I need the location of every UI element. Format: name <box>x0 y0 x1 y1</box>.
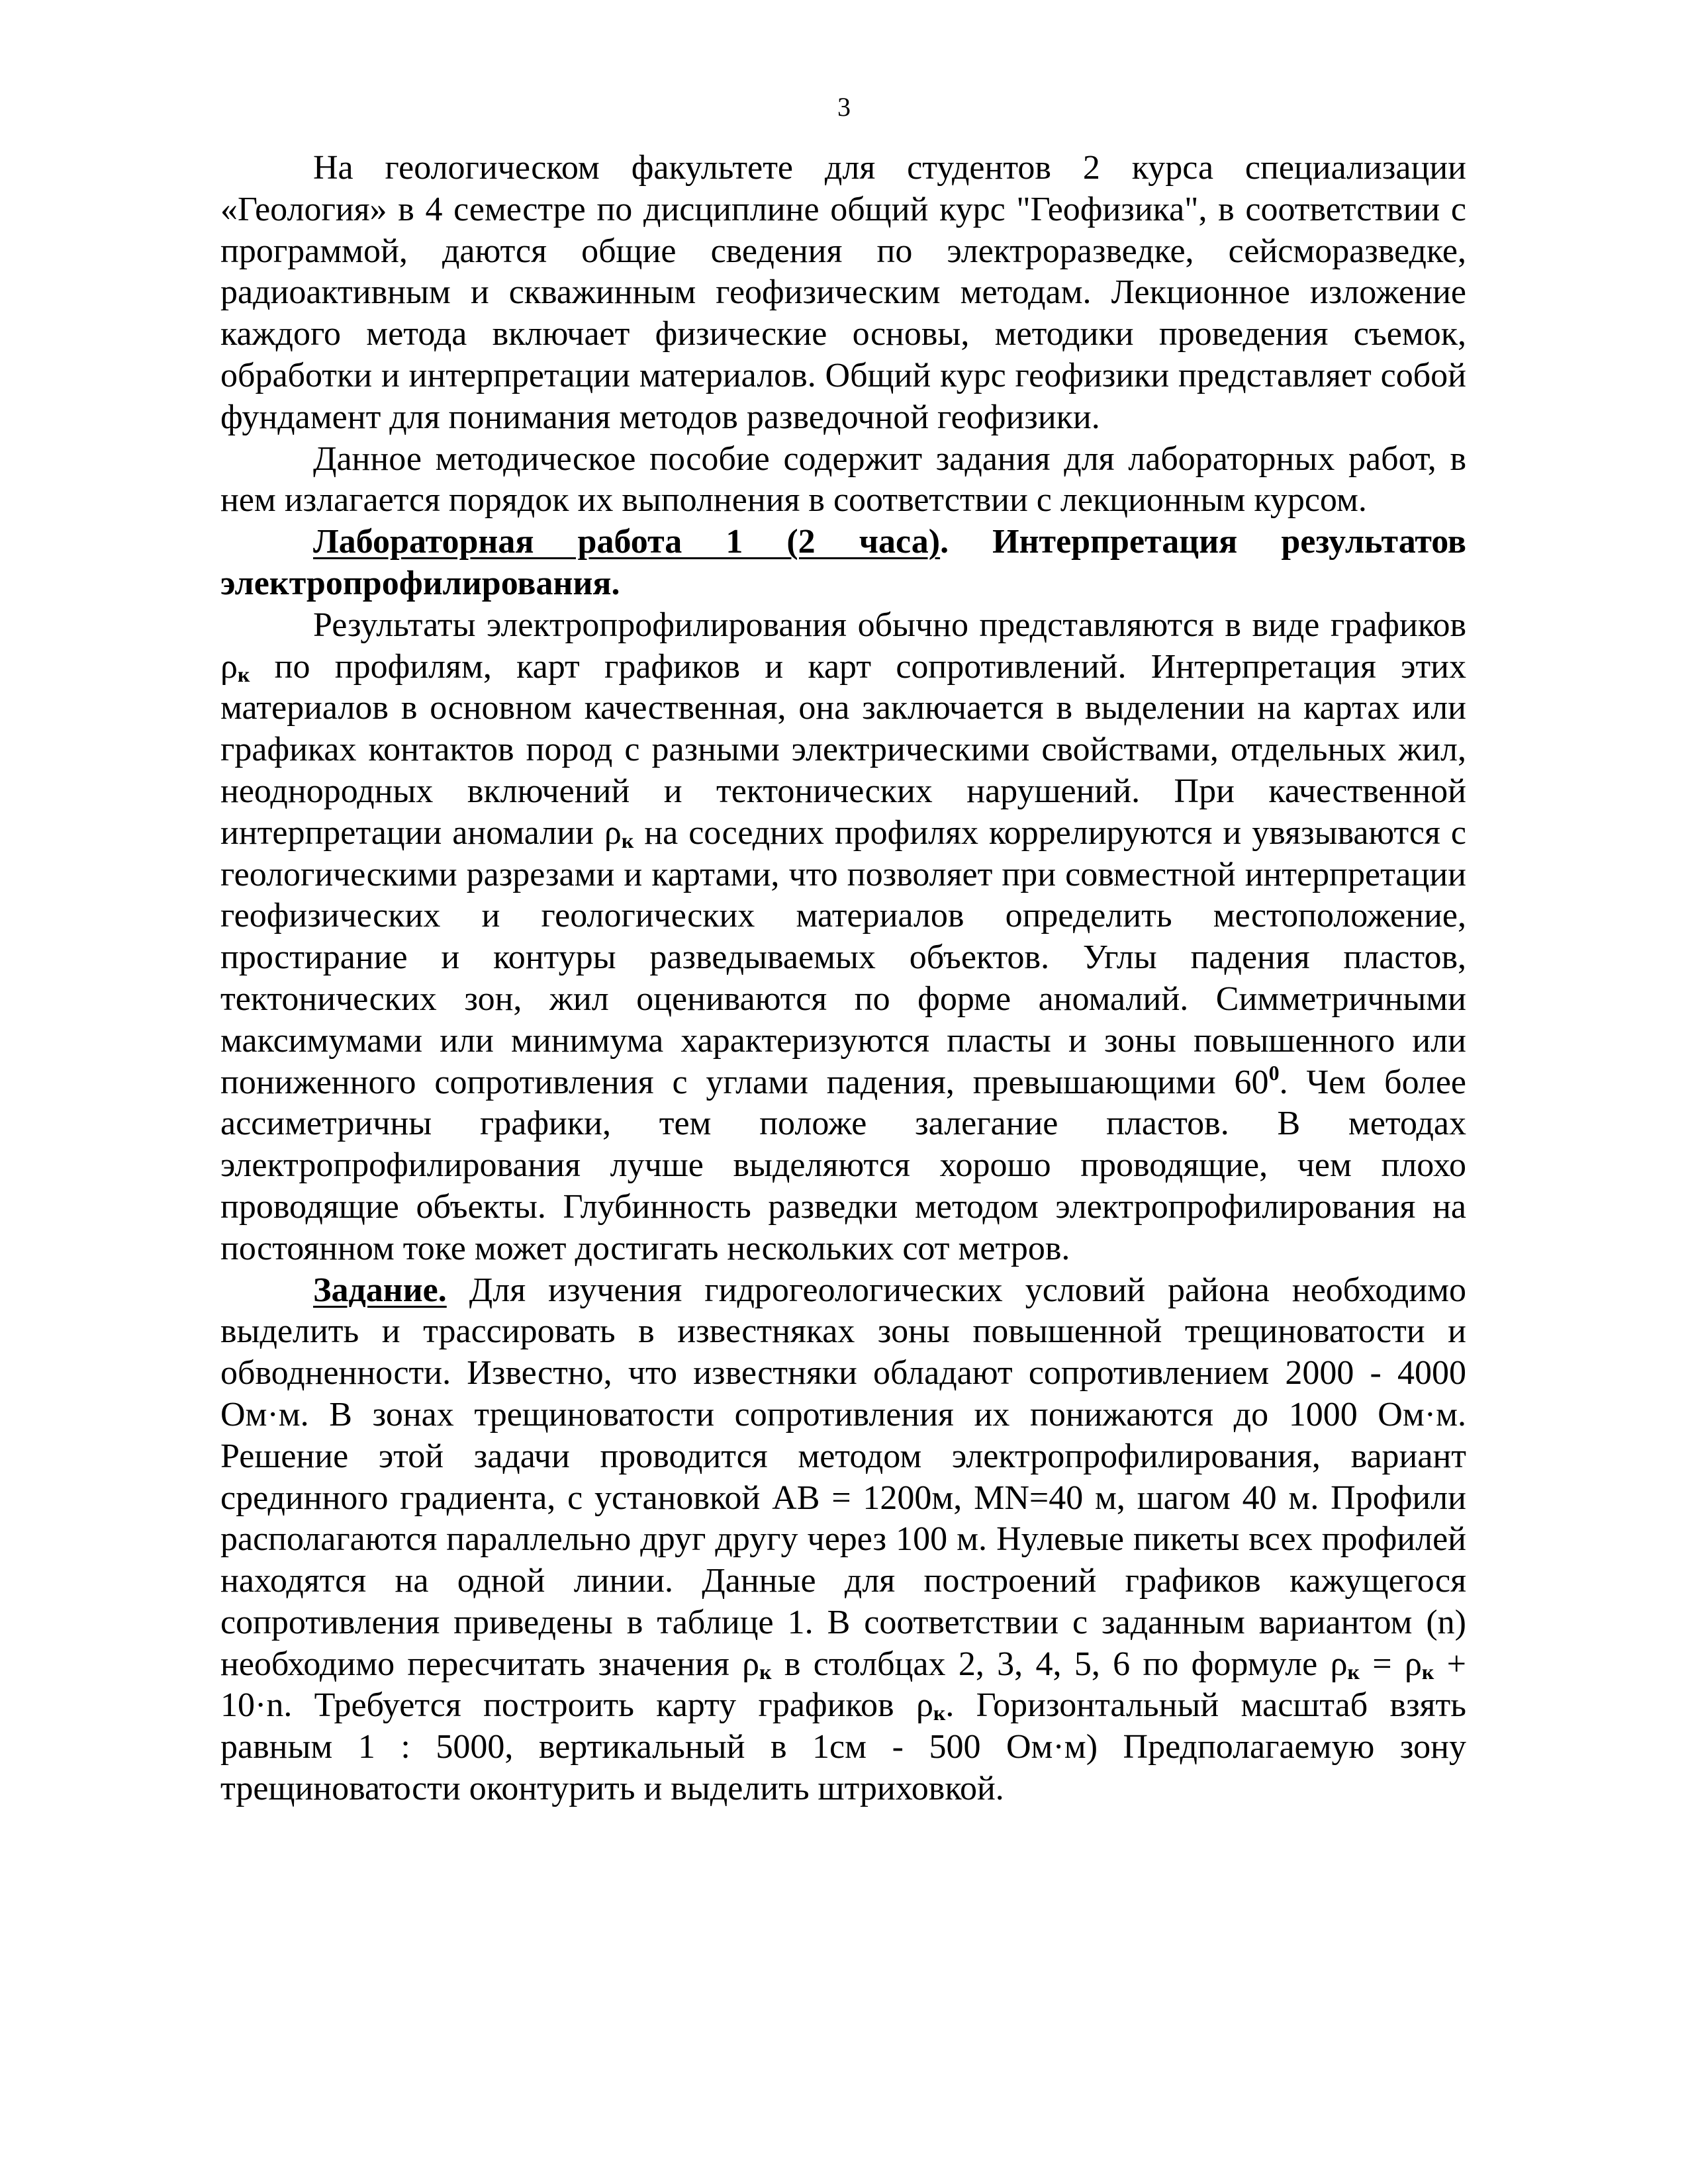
task-text-part-4: + 10·n. Требуется построить карту графиков <box>220 1645 1467 1725</box>
task-text-part-1: Для изучения гидрогеологических условий района необходимо выделить и трассировать в известняках зоны повышенной трещиноватости и обводненности. Известно, что известняки обладают сопротивлением 2000 - 4000 Ом·м. В зонах трещиноватости сопротивления их понижаются до 1000 Ом·м. Решение этой задачи проводится методом электропрофилирования, вариант срединного градиента, с установкой АВ = 1200м, MN=40 м, шагом 40 м. Профили располагаются параллельно друг другу через 100 м. Нулевые пикеты всех профилей находятся на одной линии. Данные для построений графиков кажущегося сопротивления приведены в таблице 1. В соответствии с заданным вариантом (n) необходимо пересчитать значения <box>220 1271 1466 1683</box>
rho-symbol: $\rho_к$ <box>220 647 250 686</box>
rho-symbol: $\rho_к$ <box>915 1686 946 1725</box>
lab-text-part-4: . Чем более ассиметричны графики, тем положе залегание пластов. В методах электропрофилирования лучше выделяются хорошо проводящие, чем плохо проводящие объекты. Глубинность разведки методом электропрофилирования на постоянном токе может достигать нескольких сот метров. <box>220 1063 1466 1267</box>
intro-paragraph-2: Данное методическое пособие содержит задания для лабораторных работ, в нем излагается порядок их выполнения в соответствии с лекционным курсом. <box>220 439 1466 520</box>
task-paragraph <box>220 1270 1466 1810</box>
lab-title-rest: Интерпретация результатов электропрофилирования. <box>220 523 1467 602</box>
lab-text-part-3: на соседних профилях коррелируются и увязываются с геологическими разрезами и картами, что позволяет при совместной интерпретации геофизических и геологических материалов определить местоположение, простирание и контуры разведываемых объектов. Углы падения пластов, тектонических зон, жил оцениваются по форме аномалий. Симметричными максимумами или минимума характеризуются пласты и зоны повышенного или пониженного сопротивления с углами падения, превышающими 60 <box>220 813 1467 1101</box>
lab-title-dot: . <box>940 523 949 561</box>
page-number: 3 <box>837 92 851 122</box>
rho-symbol: $\rho_к$ <box>1404 1645 1434 1684</box>
task-text-part-2: в столбцах 2, 3, 4, 5, 6 по формуле <box>771 1645 1331 1683</box>
degree-superscript: 0 <box>1268 1060 1280 1085</box>
lab-text-part-1: Результаты электропрофилирования обычно представляются в виде графиков <box>313 606 1466 644</box>
body-text <box>220 148 1466 1810</box>
rho-symbol: $\rho_к$ <box>1330 1645 1360 1684</box>
task-text-part-3: = <box>1359 1645 1405 1683</box>
lab-text-part-2: по профилям, карт графиков и карт сопротивлений. Интерпретация этих материалов в основном качественная, она заключается в выделении на картах или графиках контактов пород с разными электрическими свойствами, отдельных жил, неоднородных включений и тектонических нарушений. При качественной интерпретации аномалии <box>220 647 1466 852</box>
lab-title <box>220 522 1466 605</box>
lab-description-paragraph <box>220 605 1466 1270</box>
rho-symbol: $\rho_к$ <box>604 813 634 852</box>
intro-paragraph-1: На геологическом факультете для студентов 2 курса специализации «Геология» в 4 семестре по дисциплине общий курс "Геофизика", в соответствии с программой, даются общие сведения по электроразведке, сейсморазведке, радиоактивным и скважинным геофизическим методам. Лекционное изложение каждого метода включает физические основы, методики проведения съемок, обработки и интерпретации материалов. Общий курс геофизики представляет собой фундамент для понимания методов разведочной геофизики. <box>220 149 1466 436</box>
task-text-part-5: . Горизонтальный масштаб взять равным 1 : 5000, вертикальный в 1см - 500 Ом·м) Предполагаемую зону трещиноватости оконтурить и выделить штриховкой. <box>220 1686 1466 1808</box>
lab-title-underlined: Лабораторная работа 1 (2 часа) <box>313 523 941 561</box>
task-label: Задание. <box>313 1271 447 1309</box>
rho-symbol: $\rho_к$ <box>742 1645 772 1684</box>
